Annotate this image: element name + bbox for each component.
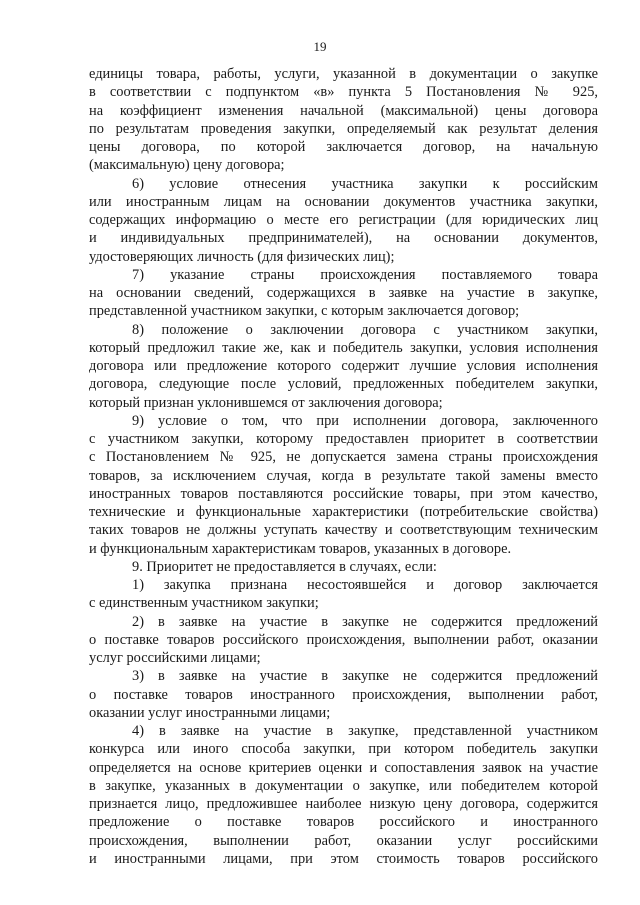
- text-line: на основании сведений, содержащихся в заявке на участие в закупке,: [89, 285, 598, 301]
- text-line: услуг российскими лицами;: [89, 650, 261, 666]
- text-line: или иностранным лицам на основании документов участника закупки,: [89, 193, 598, 210]
- text-line: 3) в заявке на участие в закупке не содержится предложений: [132, 668, 598, 685]
- text-line: с единственным участником закупки;: [89, 595, 319, 612]
- text-line: на коэффициент изменения начальной (максимальной) цены договора: [89, 102, 598, 119]
- text-line: конкурса или иного способа закупки, при котором победитель закупки: [89, 741, 598, 758]
- text-line: технические и функциональные характеристики (потребительские свойства): [89, 504, 598, 520]
- text-line: цены договора, по которой заключается договор, на начальную: [89, 139, 598, 155]
- text-line: который предложил такие же, как и победитель закупки, условия исполнения: [89, 339, 598, 356]
- text-line: содержащих информацию о месте его регистрации (для юридических лиц: [89, 212, 598, 228]
- text-line: 4) в заявке на участие в закупке, представленной участником: [132, 723, 598, 739]
- text-line: 8) положение о заключении договора с участником закупки,: [132, 321, 598, 338]
- text-line: по результатам проведения закупки, определяемый как результат деления: [89, 120, 598, 137]
- text-line: и индивидуальных предпринимателей), на основании документов,: [89, 230, 598, 247]
- text-line: определяется на основе критериев оценки и сопоставления заявок на участие: [89, 759, 598, 776]
- text-line: удостоверяющих личность (для физических лиц);: [89, 248, 395, 265]
- text-line: и иностранными лицами, при этом стоимость товаров российского: [89, 850, 598, 867]
- text-line: товаров, за исключением случая, когда в результате такой замены вместо: [89, 467, 598, 484]
- text-line: (максимальную) цену договора;: [89, 157, 285, 174]
- text-line: предложение о поставке товаров российского и иностранного: [89, 814, 598, 831]
- text-line: договора, следующие после условий, предложенных победителем закупки,: [89, 376, 598, 393]
- page-number: 19: [313, 39, 327, 54]
- text-line: который признан уклонившемся от заключения договора;: [89, 394, 443, 411]
- text-line: единицы товара, работы, услуги, указанной в документации о закупке: [89, 66, 598, 82]
- text-line: признается лицо, предложившее наиболее низкую цену договора, содержится: [89, 796, 598, 812]
- text-line: 6) условие отнесения участника закупки к российским: [132, 175, 598, 192]
- text-line: в соответствии с подпунктом «в» пункта 5 Постановления № 925,: [89, 84, 598, 101]
- text-line: с Постановлением № 925, не допускается замена страны происхождения: [89, 449, 598, 466]
- text-line: происхождения, выполнении работ, оказании услуг российскими: [89, 832, 598, 849]
- text-line: о поставке товаров иностранного происхождения, выполнении работ,: [89, 686, 598, 703]
- text-line: договора или предложение которого содержит лучшие условия исполнения: [89, 358, 598, 374]
- text-line: и функциональным характеристикам товаров, указанных в договоре.: [89, 540, 512, 557]
- text-line: 2) в заявке на участие в закупке не содержится предложений: [132, 613, 598, 630]
- document-body: [89, 65, 598, 868]
- text-line: 1) закупка признана несостоявшейся и договор заключается: [132, 577, 598, 593]
- text-line: 9) условие о том, что при исполнении договора, заключенного: [132, 412, 598, 429]
- text-line: представленной участником закупки, с которым заключается договор;: [89, 303, 520, 320]
- text-line: 9. Приоритет не предоставляется в случаях, если:: [132, 558, 437, 575]
- text-line: 7) указание страны происхождения поставляемого товара: [132, 266, 598, 283]
- text-line: в закупке, указанных в документации о закупке, или победителем которой: [89, 777, 598, 794]
- text-line: о поставке товаров российского происхождения, выполнении работ, оказании: [89, 631, 598, 648]
- text-line: иностранных товаров поставляются российские товары, при этом качество,: [89, 485, 598, 502]
- text-line: оказании услуг иностранными лицами;: [89, 704, 331, 721]
- text-line: таких товаров не должны уступать качеству и соответствующим техническим: [89, 522, 598, 539]
- text-line: с участником закупки, которому предоставлен приоритет в соответствии: [89, 431, 598, 447]
